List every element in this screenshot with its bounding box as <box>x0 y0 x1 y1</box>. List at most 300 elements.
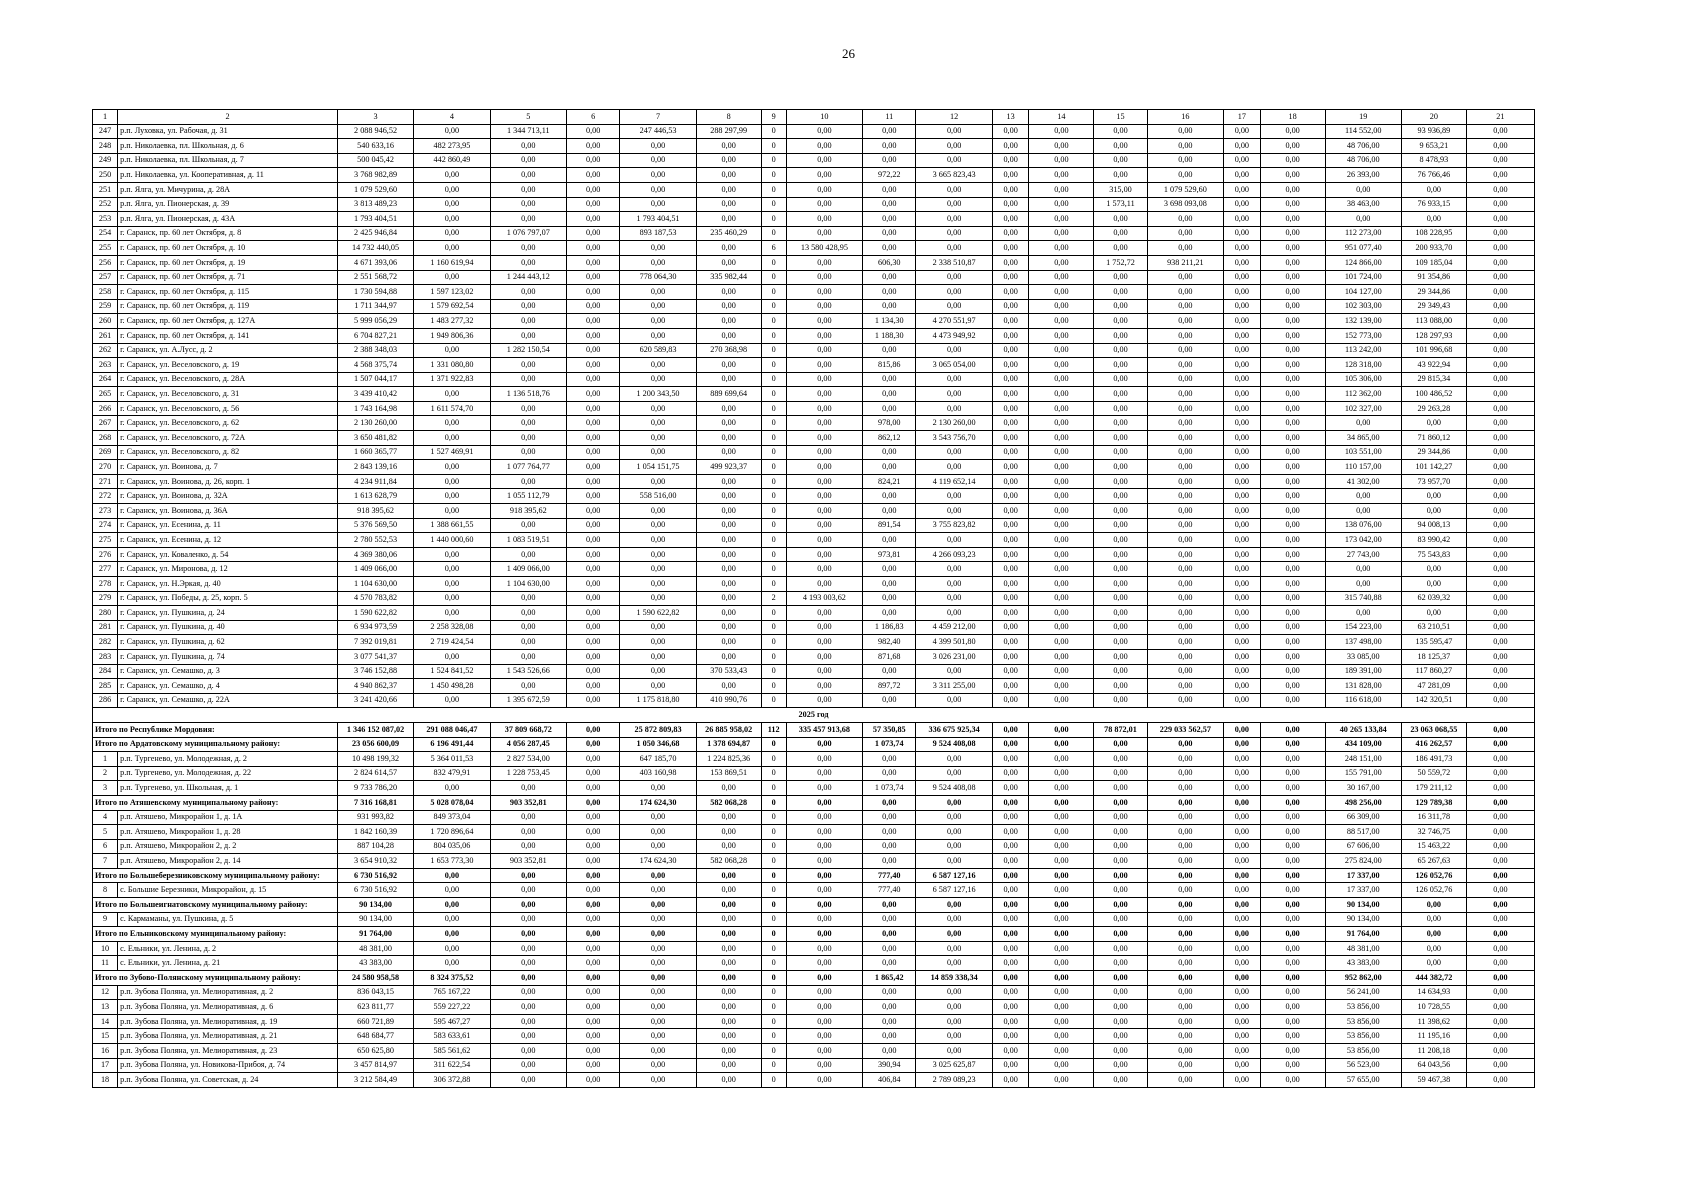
value-cell: 0,00 <box>1224 226 1261 241</box>
total-value-cell: 126 052,76 <box>1401 868 1466 883</box>
value-cell: 0,00 <box>1466 182 1534 197</box>
value-cell: 0,00 <box>566 839 619 854</box>
value-cell: 65 267,63 <box>1401 854 1466 869</box>
value-cell: 0,00 <box>1401 606 1466 621</box>
value-cell: 0,00 <box>1466 635 1534 650</box>
total-value-cell: 57 350,85 <box>863 722 916 737</box>
value-cell: 0,00 <box>620 153 696 168</box>
value-cell: 0,00 <box>786 810 862 825</box>
value-cell: 0,00 <box>1466 343 1534 358</box>
value-cell: 0,00 <box>1224 606 1261 621</box>
table-row <box>93 504 1535 519</box>
value-cell: 0,00 <box>1260 635 1325 650</box>
value-cell: 0,00 <box>916 533 992 548</box>
value-cell: 53 856,00 <box>1325 1029 1401 1044</box>
value-cell: 0,00 <box>992 547 1029 562</box>
value-cell: 0,00 <box>863 489 916 504</box>
value-cell: 315,00 <box>1094 182 1147 197</box>
value-cell: 0,00 <box>490 255 566 270</box>
value-cell: 0,00 <box>786 285 862 300</box>
row-number: 3 <box>93 781 118 796</box>
address-cell: г. Саранск, ул. Пушкина, д. 74 <box>118 649 338 664</box>
value-cell: 0,00 <box>620 912 696 927</box>
value-cell: 585 561,62 <box>414 1044 490 1059</box>
value-cell: 0,00 <box>786 182 862 197</box>
value-cell: 0,00 <box>916 182 992 197</box>
value-cell: 0,00 <box>786 343 862 358</box>
value-cell: 0,00 <box>863 985 916 1000</box>
value-cell: 0,00 <box>786 693 862 708</box>
total-value-cell: 0,00 <box>1224 868 1261 883</box>
value-cell: 410 990,76 <box>696 693 761 708</box>
value-cell: 0,00 <box>863 766 916 781</box>
value-cell: 0 <box>761 620 786 635</box>
value-cell: 0,00 <box>1094 124 1147 139</box>
value-cell: 0,00 <box>1094 577 1147 592</box>
table-row <box>93 270 1535 285</box>
total-value-cell: 0,00 <box>1029 868 1094 883</box>
value-cell: 4 270 551,97 <box>916 314 992 329</box>
value-cell: 0,00 <box>1325 416 1401 431</box>
value-cell: 0,00 <box>1224 533 1261 548</box>
column-number: 21 <box>1466 110 1534 125</box>
value-cell: 113 088,00 <box>1401 314 1466 329</box>
total-value-cell: 40 265 133,84 <box>1325 722 1401 737</box>
row-number: 5 <box>93 825 118 840</box>
value-cell: 29 349,43 <box>1401 299 1466 314</box>
table-row <box>93 139 1535 154</box>
value-cell: 0,00 <box>620 416 696 431</box>
row-number: 279 <box>93 591 118 606</box>
value-cell: 0,00 <box>566 197 619 212</box>
value-cell: 0,00 <box>1094 664 1147 679</box>
value-cell: 0,00 <box>1147 124 1223 139</box>
value-cell: 3 665 823,43 <box>916 168 992 183</box>
value-cell: 0,00 <box>414 562 490 577</box>
column-number: 11 <box>863 110 916 125</box>
value-cell: 0 <box>761 1044 786 1059</box>
total-value-cell: 24 580 958,58 <box>337 971 413 986</box>
value-cell: 0,00 <box>696 839 761 854</box>
value-cell: 0 <box>761 226 786 241</box>
value-cell: 3 065 054,00 <box>916 358 992 373</box>
value-cell: 0 <box>761 839 786 854</box>
value-cell: 0 <box>761 912 786 927</box>
value-cell: 0,00 <box>1224 839 1261 854</box>
value-cell: 0,00 <box>992 358 1029 373</box>
value-cell: 0 <box>761 547 786 562</box>
total-value-cell: 0,00 <box>1147 971 1223 986</box>
value-cell: 0,00 <box>566 1073 619 1088</box>
total-value-cell: 0,00 <box>786 795 862 810</box>
table-row <box>93 547 1535 562</box>
value-cell: 0,00 <box>696 474 761 489</box>
value-cell: 0,00 <box>786 766 862 781</box>
value-cell: 0,00 <box>1260 328 1325 343</box>
value-cell: 0,00 <box>414 693 490 708</box>
table-row <box>93 649 1535 664</box>
value-cell: 0,00 <box>620 1073 696 1088</box>
value-cell: 0,00 <box>916 285 992 300</box>
value-cell: 0,00 <box>696 1058 761 1073</box>
row-number: 251 <box>93 182 118 197</box>
value-cell: 0,00 <box>786 1073 862 1088</box>
value-cell: 0,00 <box>786 649 862 664</box>
value-cell: 153 869,51 <box>696 766 761 781</box>
value-cell: 0,00 <box>863 664 916 679</box>
value-cell: 56 241,00 <box>1325 985 1401 1000</box>
value-cell: 135 595,47 <box>1401 635 1466 650</box>
value-cell: 0,00 <box>786 299 862 314</box>
value-cell: 0,00 <box>1260 197 1325 212</box>
value-cell: 0,00 <box>1029 139 1094 154</box>
value-cell: 0 <box>761 577 786 592</box>
value-cell: 0,00 <box>1224 518 1261 533</box>
value-cell: 311 622,54 <box>414 1058 490 1073</box>
value-cell: 0,00 <box>916 606 992 621</box>
value-cell: 0 <box>761 416 786 431</box>
value-cell: 0,00 <box>1147 839 1223 854</box>
value-cell: 1 483 277,32 <box>414 314 490 329</box>
value-cell: 0,00 <box>1094 781 1147 796</box>
value-cell: 11 208,18 <box>1401 1044 1466 1059</box>
total-value-cell: 0,00 <box>786 898 862 913</box>
value-cell: 0,00 <box>1147 781 1223 796</box>
table-row <box>93 839 1535 854</box>
value-cell: 110 157,00 <box>1325 460 1401 475</box>
total-value-cell: 0,00 <box>1147 737 1223 752</box>
value-cell: 0,00 <box>490 649 566 664</box>
value-cell: 1 055 112,79 <box>490 489 566 504</box>
value-cell: 0,00 <box>1147 649 1223 664</box>
value-cell: 0,00 <box>490 153 566 168</box>
value-cell: 0,00 <box>1260 912 1325 927</box>
total-value-cell: 0 <box>761 868 786 883</box>
value-cell: 0,00 <box>1260 941 1325 956</box>
value-cell: 0,00 <box>566 255 619 270</box>
value-cell: 0,00 <box>1029 504 1094 519</box>
value-cell: 0,00 <box>1260 474 1325 489</box>
row-number: 256 <box>93 255 118 270</box>
value-cell: 0 <box>761 985 786 1000</box>
total-value-cell: 90 134,00 <box>337 898 413 913</box>
value-cell: 2 843 139,16 <box>337 460 413 475</box>
column-number: 20 <box>1401 110 1466 125</box>
value-cell: 0,00 <box>696 1044 761 1059</box>
value-cell: 17 337,00 <box>1325 883 1401 898</box>
table-row <box>93 299 1535 314</box>
value-cell: 406,84 <box>863 1073 916 1088</box>
value-cell: 0,00 <box>992 212 1029 227</box>
value-cell: 0,00 <box>1094 1029 1147 1044</box>
value-cell: 0,00 <box>620 562 696 577</box>
value-cell: 0,00 <box>1094 431 1147 446</box>
value-cell: 0,00 <box>1147 358 1223 373</box>
value-cell: 5 364 011,53 <box>414 752 490 767</box>
total-value-cell: 0,00 <box>566 898 619 913</box>
value-cell: 0,00 <box>490 241 566 256</box>
value-cell: 0,00 <box>1466 577 1534 592</box>
total-value-cell: 0,00 <box>786 927 862 942</box>
table-row <box>93 577 1535 592</box>
value-cell: 0 <box>761 766 786 781</box>
value-cell: 0,00 <box>490 810 566 825</box>
value-cell: 0,00 <box>992 314 1029 329</box>
value-cell: 0,00 <box>1094 752 1147 767</box>
value-cell: 647 185,70 <box>620 752 696 767</box>
value-cell: 0,00 <box>696 182 761 197</box>
address-cell: р.п. Николаевка, ул. Кооперативная, д. 11 <box>118 168 338 183</box>
value-cell: 0,00 <box>696 255 761 270</box>
address-cell: г. Саранск, пр. 60 лет Октября, д. 71 <box>118 270 338 285</box>
total-value-cell: 903 352,81 <box>490 795 566 810</box>
row-number: 255 <box>93 241 118 256</box>
value-cell: 0,00 <box>490 168 566 183</box>
value-cell: 0,00 <box>1466 825 1534 840</box>
value-cell: 0,00 <box>620 518 696 533</box>
value-cell: 0,00 <box>1029 328 1094 343</box>
value-cell: 0,00 <box>1466 460 1534 475</box>
value-cell: 0,00 <box>1147 635 1223 650</box>
value-cell: 0,00 <box>1029 1073 1094 1088</box>
value-cell: 0,00 <box>1147 285 1223 300</box>
value-cell: 76 766,46 <box>1401 168 1466 183</box>
value-cell: 0,00 <box>916 985 992 1000</box>
row-number: 278 <box>93 577 118 592</box>
total-row <box>93 737 1535 752</box>
value-cell: 0,00 <box>696 431 761 446</box>
value-cell: 0 <box>761 445 786 460</box>
value-cell: 0,00 <box>414 168 490 183</box>
value-cell: 0,00 <box>1260 255 1325 270</box>
value-cell: 154 223,00 <box>1325 620 1401 635</box>
value-cell: 0,00 <box>1029 168 1094 183</box>
value-cell: 804 035,06 <box>414 839 490 854</box>
value-cell: 0,00 <box>566 139 619 154</box>
value-cell: 0,00 <box>992 606 1029 621</box>
value-cell: 0,00 <box>1224 431 1261 446</box>
value-cell: 0,00 <box>620 883 696 898</box>
value-cell: 0,00 <box>490 839 566 854</box>
value-cell: 2 824 614,57 <box>337 766 413 781</box>
value-cell: 0,00 <box>1224 985 1261 1000</box>
value-cell: 0,00 <box>992 883 1029 898</box>
value-cell: 0,00 <box>1224 168 1261 183</box>
total-value-cell: 0,00 <box>1401 927 1466 942</box>
total-value-cell: 0 <box>761 737 786 752</box>
value-cell: 0,00 <box>1466 416 1534 431</box>
value-cell: 0,00 <box>1147 314 1223 329</box>
value-cell: 0,00 <box>1094 241 1147 256</box>
value-cell: 0,00 <box>696 241 761 256</box>
value-cell: 1 573,11 <box>1094 197 1147 212</box>
value-cell: 0,00 <box>566 416 619 431</box>
value-cell: 0,00 <box>992 781 1029 796</box>
value-cell: 1 331 080,80 <box>414 358 490 373</box>
value-cell: 4 671 393,06 <box>337 255 413 270</box>
value-cell: 0,00 <box>863 504 916 519</box>
value-cell: 0 <box>761 562 786 577</box>
value-cell: 0,00 <box>992 664 1029 679</box>
value-cell: 0,00 <box>992 270 1029 285</box>
value-cell: 0,00 <box>786 1044 862 1059</box>
value-cell: 116 618,00 <box>1325 693 1401 708</box>
row-number: 249 <box>93 153 118 168</box>
value-cell: 0,00 <box>1147 1029 1223 1044</box>
value-cell: 0,00 <box>786 854 862 869</box>
value-cell: 0,00 <box>992 912 1029 927</box>
value-cell: 0,00 <box>620 372 696 387</box>
address-cell: г. Саранск, ул. Есенина, д. 11 <box>118 518 338 533</box>
total-value-cell: 37 809 668,72 <box>490 722 566 737</box>
value-cell: 48 706,00 <box>1325 153 1401 168</box>
total-value-cell: 0,00 <box>696 868 761 883</box>
table-row <box>93 314 1535 329</box>
value-cell: 0,00 <box>786 781 862 796</box>
value-cell: 0,00 <box>1466 649 1534 664</box>
value-cell: 0,00 <box>786 547 862 562</box>
value-cell: 0 <box>761 1029 786 1044</box>
value-cell: 0,00 <box>620 1014 696 1029</box>
row-number: 7 <box>93 854 118 869</box>
value-cell: 6 704 827,21 <box>337 328 413 343</box>
table-row <box>93 810 1535 825</box>
value-cell: 0,00 <box>1224 416 1261 431</box>
value-cell: 623 811,77 <box>337 1000 413 1015</box>
column-number-row <box>93 110 1535 125</box>
value-cell: 0,00 <box>490 956 566 971</box>
value-cell: 3 654 910,32 <box>337 854 413 869</box>
value-cell: 972,22 <box>863 168 916 183</box>
value-cell: 0,00 <box>863 1014 916 1029</box>
value-cell: 0,00 <box>786 489 862 504</box>
value-cell: 1 524 841,52 <box>414 664 490 679</box>
value-cell: 0,00 <box>566 547 619 562</box>
value-cell: 53 856,00 <box>1325 1044 1401 1059</box>
value-cell: 0,00 <box>1147 1014 1223 1029</box>
value-cell: 0,00 <box>786 606 862 621</box>
value-cell: 0,00 <box>1147 1044 1223 1059</box>
address-cell: р.п. Атяшево, Микрорайон 2, д. 2 <box>118 839 338 854</box>
value-cell: 0,00 <box>1224 766 1261 781</box>
address-cell: г. Саранск, пр. 60 лет Октября, д. 141 <box>118 328 338 343</box>
value-cell: 0,00 <box>1147 1000 1223 1015</box>
value-cell: 1 388 661,55 <box>414 518 490 533</box>
value-cell: 0,00 <box>696 591 761 606</box>
row-number: 268 <box>93 431 118 446</box>
value-cell: 0,00 <box>490 299 566 314</box>
address-cell: г. Саранск, ул. Пушкина, д. 24 <box>118 606 338 621</box>
table-row <box>93 182 1535 197</box>
value-cell: 104 127,00 <box>1325 285 1401 300</box>
value-cell: 0,00 <box>414 504 490 519</box>
value-cell: 0,00 <box>992 460 1029 475</box>
value-cell: 0,00 <box>414 431 490 446</box>
value-cell: 0,00 <box>863 810 916 825</box>
total-value-cell: 0,00 <box>490 971 566 986</box>
table-row <box>93 1014 1535 1029</box>
address-cell: г. Саранск, ул. Веселовского, д. 82 <box>118 445 338 460</box>
total-value-cell: 0,00 <box>566 868 619 883</box>
value-cell: 0,00 <box>414 547 490 562</box>
address-cell: р.п. Зубова Поляна, ул. Мелиоративная, д. 6 <box>118 1000 338 1015</box>
value-cell: 4 568 375,74 <box>337 358 413 373</box>
value-cell: 0,00 <box>916 212 992 227</box>
value-cell: 0,00 <box>566 562 619 577</box>
total-value-cell: 0,00 <box>786 971 862 986</box>
value-cell: 0,00 <box>566 912 619 927</box>
total-value-cell: 0,00 <box>1147 927 1223 942</box>
value-cell: 887 104,28 <box>337 839 413 854</box>
value-cell: 0,00 <box>696 518 761 533</box>
total-value-cell: 777,40 <box>863 868 916 883</box>
value-cell: 0,00 <box>786 577 862 592</box>
value-cell: 0,00 <box>566 679 619 694</box>
value-cell: 0,00 <box>1224 255 1261 270</box>
value-cell: 0,00 <box>1147 693 1223 708</box>
value-cell: 0,00 <box>1094 679 1147 694</box>
row-number: 8 <box>93 883 118 898</box>
total-value-cell: 0,00 <box>1147 898 1223 913</box>
value-cell: 0 <box>761 168 786 183</box>
total-value-cell: 0,00 <box>863 898 916 913</box>
value-cell: 0,00 <box>490 212 566 227</box>
value-cell: 0,00 <box>1147 956 1223 971</box>
value-cell: 0,00 <box>1224 343 1261 358</box>
value-cell: 75 543,83 <box>1401 547 1466 562</box>
table-row <box>93 1044 1535 1059</box>
value-cell: 0,00 <box>1224 635 1261 650</box>
column-number: 13 <box>992 110 1029 125</box>
value-cell: 1 793 404,51 <box>337 212 413 227</box>
value-cell: 71 860,12 <box>1401 431 1466 446</box>
value-cell: 0,00 <box>863 1029 916 1044</box>
total-value-cell: 1 865,42 <box>863 971 916 986</box>
value-cell: 1 752,72 <box>1094 255 1147 270</box>
value-cell: 0,00 <box>1147 504 1223 519</box>
value-cell: 0,00 <box>1147 387 1223 402</box>
value-cell: 0 <box>761 664 786 679</box>
value-cell: 0,00 <box>696 212 761 227</box>
value-cell: 0,00 <box>1325 182 1401 197</box>
column-number: 10 <box>786 110 862 125</box>
value-cell: 0,00 <box>992 562 1029 577</box>
value-cell: 0,00 <box>786 474 862 489</box>
total-value-cell: 0,00 <box>992 898 1029 913</box>
value-cell: 0 <box>761 752 786 767</box>
value-cell: 1 611 574,70 <box>414 401 490 416</box>
value-cell: 558 516,00 <box>620 489 696 504</box>
value-cell: 0,00 <box>620 445 696 460</box>
address-cell: р.п. Атяшево, Микрорайон 1, д. 1А <box>118 810 338 825</box>
value-cell: 13 580 428,95 <box>786 241 862 256</box>
value-cell: 0,00 <box>566 664 619 679</box>
value-cell: 0,00 <box>1147 883 1223 898</box>
table-row <box>93 328 1535 343</box>
table-row <box>93 1000 1535 1015</box>
value-cell: 103 551,00 <box>1325 445 1401 460</box>
value-cell: 0,00 <box>1260 810 1325 825</box>
address-cell: р.п. Тургенево, ул. Молодежная, д. 22 <box>118 766 338 781</box>
address-cell: г. Саранск, ул. Пушкина, д. 62 <box>118 635 338 650</box>
value-cell: 0,00 <box>1094 883 1147 898</box>
value-cell: 0,00 <box>1224 241 1261 256</box>
total-value-cell: 0,00 <box>1224 795 1261 810</box>
value-cell: 0,00 <box>1466 504 1534 519</box>
value-cell: 0,00 <box>1147 664 1223 679</box>
row-number: 257 <box>93 270 118 285</box>
value-cell: 90 134,00 <box>337 912 413 927</box>
